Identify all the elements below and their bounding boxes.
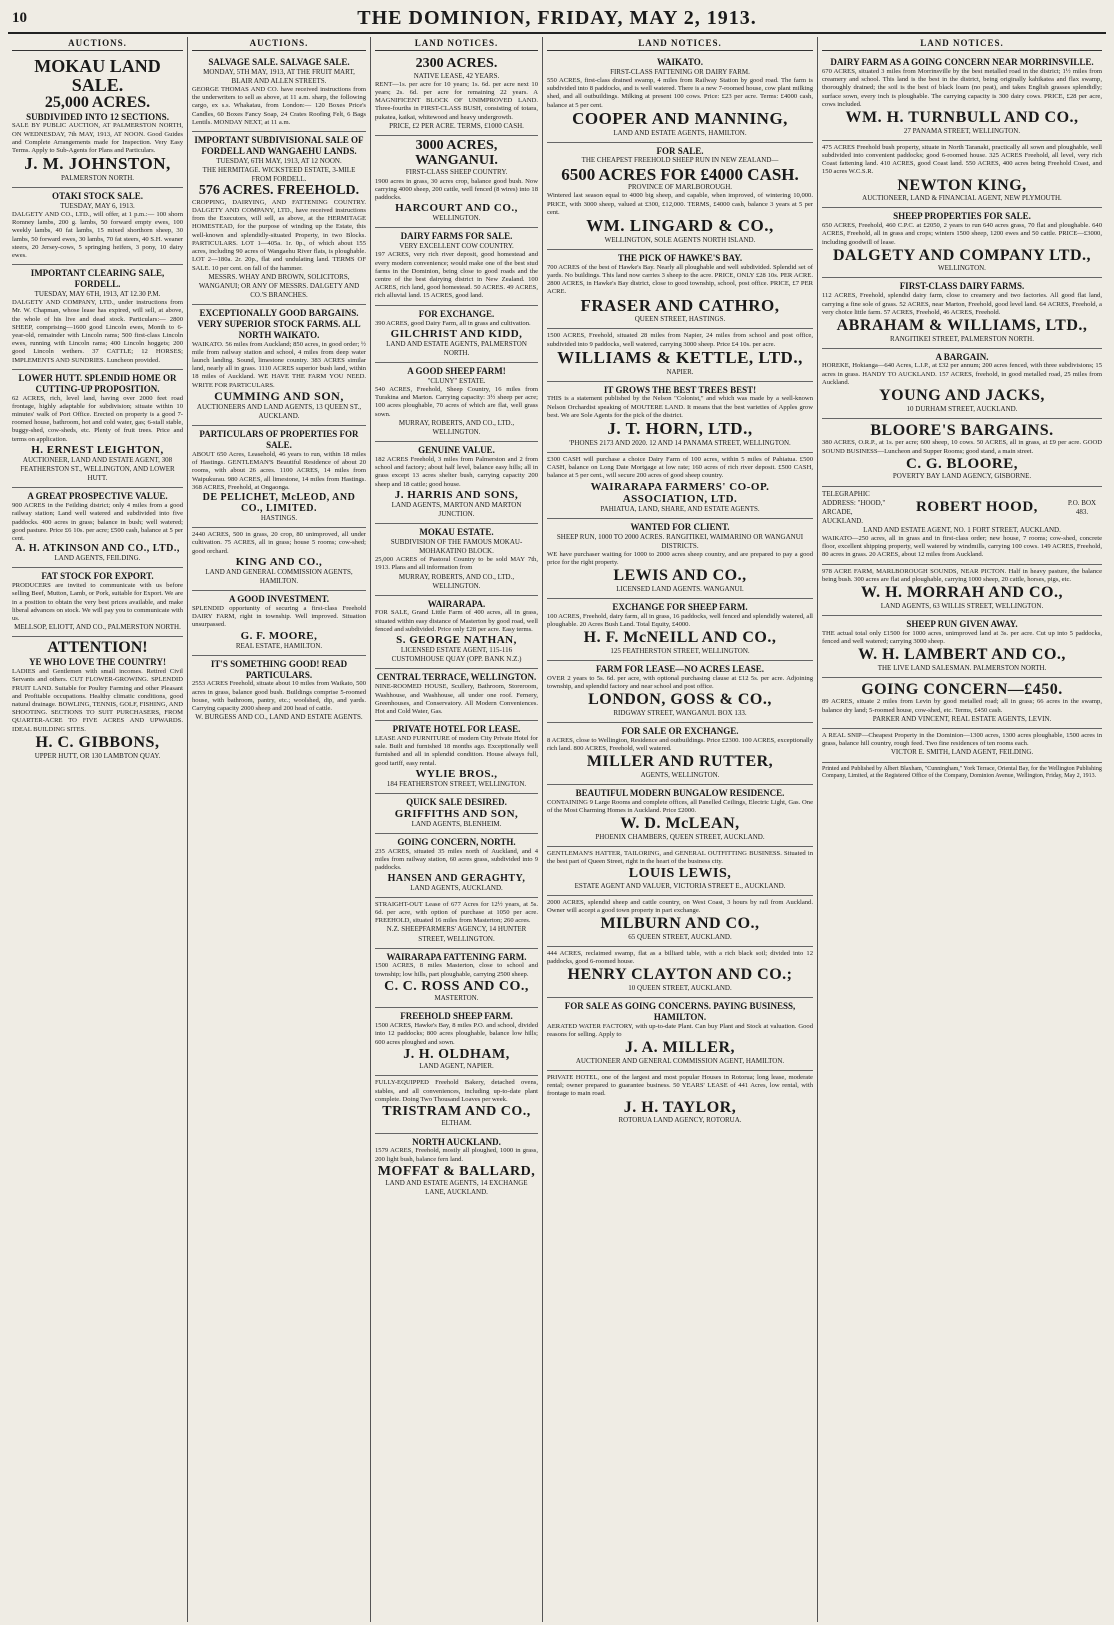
dalgety-sheep-ad xyxy=(822,208,1102,278)
agent-name: H. C. GIBBONS, xyxy=(35,733,160,751)
hansen-ad xyxy=(375,834,538,898)
cooper-manning-ad xyxy=(547,54,813,143)
gilchrist-ad xyxy=(375,306,538,363)
ad-date: TUESDAY, 6TH MAY, 1913, AT 12 NOON. xyxy=(216,156,342,165)
ad-heading: SALVAGE SALE. SALVAGE SALE. xyxy=(208,57,350,67)
agent-name: KING AND CO., xyxy=(235,555,323,568)
ad-body: FULLY-EQUIPPED Freehold Bakery, detached ovens, stables, and all conveniences, including up-to-date plant complete. Doing Two Thousand Loaves per week. xyxy=(375,1079,538,1103)
ad-body: GEORGE THOMAS AND CO. have received instructions from the underwriters to sell as above, at 11 a.m. sharp, the following cargo, ex s.s. Whakatau, from London:— 120 Boxes Price's Candles, 60 Boxes Fancy Soap, 24 Crates Roofing Felt, 6 Bags Lentils. MONDAY NEXT, at 11 a.m. xyxy=(192,85,366,126)
fordell-clearing-sale-ad xyxy=(12,265,183,370)
agent-address: LAND AGENTS, MARTON AND MARTON JUNCTION. xyxy=(391,500,522,518)
ad-heading: GOING CONCERN—£450. xyxy=(861,680,1063,698)
ad-heading: A GOOD SHEEP FARM! xyxy=(407,366,506,377)
ad-date: TUESDAY, MAY 6TH, 1913, AT 12.30 P.M. xyxy=(34,289,161,298)
ad-place: PROVINCE OF MARLBOROUGH. xyxy=(627,183,733,192)
columns xyxy=(8,37,1106,1622)
section-heading: LAND NOTICES. xyxy=(375,37,538,51)
ad-heading: NORTH AUCKLAND. xyxy=(412,1136,501,1147)
ad-heading: FARM FOR LEASE—NO ACRES LEASE. xyxy=(595,664,765,675)
ad-acres: 25,000 ACRES. xyxy=(44,93,151,111)
ad-date: MONDAY, 5TH MAY, 1913, AT THE FRUIT MART, BLAIR AND ALLEN STREETS. xyxy=(203,67,355,85)
ad-body: £300 CASH will purchase a choice Dairy Farm of 100 acres, within 5 miles of Pahiatua. £500 CASH, balance on Long Date Mortgage at low rate; 160 acres of rich river deposit. £500 CASH, balance at 5 per cent., will secure 200 acres of good sheep country. xyxy=(547,455,813,480)
ad-subheading: "CLUNY" ESTATE. xyxy=(427,376,486,385)
agent-name: W. D. McLEAN, xyxy=(620,815,740,833)
straight-out-lease-ad xyxy=(375,898,538,949)
agent-address: LICENSED ESTATE AGENT, 115-116 CUSTOMHOUSE QUAY (OPP. BANK N.Z.) xyxy=(391,646,522,664)
agent-address: MASTERTON. xyxy=(434,994,479,1003)
ad-body: LEASE AND FURNITURE of modern City Private Hotel for sale. Built and furnished 18 months ago. Exceptionally well furnished and all in splendid condition. House always full, good tariff, easy rental. xyxy=(375,735,538,767)
agent-name: WM. H. TURNBULL AND CO., xyxy=(845,108,1079,126)
taylor-ad xyxy=(547,1071,813,1129)
ad-heading: THE PICK OF HAWKE'S BAY. xyxy=(617,252,743,263)
agent-name: DALGETY AND COMPANY LTD., xyxy=(833,246,1091,264)
agent-address: 10 DURHAM STREET, AUCKLAND. xyxy=(906,404,1018,413)
agent-name: WAIRARAPA FARMERS' CO-OP. ASSOCIATION, LTD. xyxy=(590,480,770,505)
ad-heading: QUICK SALE DESIRED. xyxy=(406,797,507,808)
ad-body: CONTAINING 9 Large Rooms and complete offices, all Panelled Ceilings, Electric Light, Gas. One of the Most Charming Homes in Auckland. Price £2000. xyxy=(547,798,813,814)
something-good-ad xyxy=(192,656,366,727)
column-1 xyxy=(8,37,188,1622)
acres-3000-ad xyxy=(375,136,538,228)
attention-ad xyxy=(12,637,183,764)
going-concern-ad xyxy=(822,678,1102,729)
agent-name: HANSEN AND GERAGHTY, xyxy=(387,872,526,884)
agent-name: J. M. JOHNSTON, xyxy=(24,154,171,174)
ad-body: 900 ACRES in the Feilding district; only 4 miles from a good railway station; Land well watered and subdivided into five paddocks. 400 acres in grass; balance in bush; well watered; good pasture. Price £6 10s. per acre; £500 cash, balance at 5 per cent. xyxy=(12,502,183,543)
ad-heading: FOR SALE OR EXCHANGE. xyxy=(621,726,739,736)
ad-body: 62 ACRES, rich, level land, having over 2000 feet road frontage, highly adaptable for subdivision; situate within 10 minutes' walk of Port Office. Erected on property is a good 7-roomed house, bathroom, hot and cold water, gas; 6-stall stable, buggy-shed, cow-sheds, etc. Plenty of fruit trees. Price and terms on application. xyxy=(12,394,183,443)
wairarapa-coop-ad xyxy=(547,453,813,519)
section-heading: AUCTIONS. xyxy=(192,37,366,51)
agent-address: 27 PANAMA STREET, WELLINGTON. xyxy=(903,126,1021,135)
ad-heading: SHEEP RUN GIVEN AWAY. xyxy=(906,618,1018,629)
agent-address: HASTINGS. xyxy=(260,514,298,523)
ad-body: WAIKATO. 56 miles from Auckland; 850 acres, in good order; ½ mile from railway station and school, 4 miles from deep water launch landing. Sound, limestone country. 383 ACRES similar land, nearly all in grass. 1110 ACRES superior bush land, within 18 miles of Auckland. WE HAVE THE FARM YOU NEED. WRITE FOR PARTICULARS. xyxy=(192,340,366,389)
agent-name: NEWTON KING, xyxy=(897,176,1027,194)
bloore-ad xyxy=(822,419,1102,487)
ad-body: PRODUCERS are invited to communicate with us before selling Beef, Mutton, Lamb, or Pork, suitable for Export. We are in a position to obtain the very best prices available, and make liberal advances on stock. We will pay you to communicate with us. xyxy=(12,582,183,623)
ad-body: WAIKATO—250 acres, all in grass and in first-class order; new house, 7 rooms; cow-shed, concrete floor, excellent shipping property, well watered by windmills, carrying 100 cows. 149 ACRES, Freehold, 80 acres in grass. 20 ACRES, about 12 miles from Auckland. xyxy=(822,534,1102,559)
ad-subtitle: SUBDIVIDED INTO 12 SECTIONS. xyxy=(26,111,169,122)
ad-body: HOREKE, Hokianga—640 Acres, L.I.P., at £32 per annum; 200 acres fenced, with three subdivisions; 15 acres in grass. HANDY TO AUCKLAND. 157 ACRES, freehold, in good metalled road, 25 miles from Auckland. xyxy=(822,362,1102,386)
agent-address: LAND AND GENERAL COMMISSION AGENTS, HAMILTON. xyxy=(205,567,353,586)
agent-address: POVERTY BAY LAND AGENCY, GISBORNE. xyxy=(892,472,1032,481)
otaki-stock-sale-ad xyxy=(12,188,183,265)
ad-body: PRIVATE HOTEL, one of the largest and most popular Houses in Rotorua; long lease, moderate rental; owner prepared to guarantee business. 50 YEARS' LEASE of 441 Acres, low rental, with frontage to main road. xyxy=(547,1073,813,1098)
agent-address: MURRAY, ROBERTS, AND CO., LTD., WELLINGTON. xyxy=(398,572,515,590)
cumming-bargains-ad xyxy=(192,305,366,426)
agent-name: C. C. ROSS AND CO., xyxy=(384,978,529,994)
ad-body: 1500 ACRES, Freehold, situated 28 miles from Napier, 24 miles from school and post office, subdivided into 9 paddocks, well watered, carrying 3000 sheep. Price £4 10s. per acre. xyxy=(547,332,813,348)
ad-heading: A GOOD INVESTMENT. xyxy=(228,594,330,605)
ad-acres: 576 ACRES. FREEHOLD. xyxy=(198,183,360,199)
agent-name: W. H. LAMBERT AND CO., xyxy=(858,646,1066,664)
lambert-ad xyxy=(822,616,1102,678)
ad-heading: EXCHANGE FOR SHEEP FARM. xyxy=(612,602,748,613)
ad-heading: WANTED FOR CLIENT. xyxy=(630,521,730,532)
ad-heading: BLOORE'S BARGAINS. xyxy=(870,421,1054,439)
agent-address: PARKER AND VINCENT, REAL ESTATE AGENTS, LEVIN. xyxy=(872,714,1052,723)
agent-address: LAND AGENTS, AUCKLAND. xyxy=(410,883,503,892)
agent-name: MILBURN AND CO., xyxy=(600,915,760,933)
agent-address: MELLSOP, ELIOTT, AND CO., PALMERSTON NORTH. xyxy=(14,623,181,632)
agent-address: PALMERSTON NORTH. xyxy=(60,174,135,182)
ad-body: 235 ACRES, situated 35 miles north of Auckland, and 4 miles from railway station, 60 acres grass, subdivided into 9 paddocks. xyxy=(375,847,538,872)
mclean-ad xyxy=(547,785,813,847)
ad-heading: PARTICULARS OF PROPERTIES FOR SALE. xyxy=(199,429,359,451)
ad-subheading: NATIVE LEASE, 42 YEARS. xyxy=(413,71,500,80)
ad-body: 540 ACRES, Freehold, Sheep Country, 16 miles from Turakina and Marton. Carrying capacity: 3½ sheep per acre; 100 acres ploughable, 70 acres of which are flat, well grass sown. xyxy=(375,385,538,418)
agent-address: REAL ESTATE, HAMILTON. xyxy=(235,641,323,650)
agent-name: COOPER AND MANNING, xyxy=(572,108,788,128)
mcneill-ad xyxy=(547,599,813,661)
ad-body: 1500 ACRES, 8 miles Masterton, close to school and township; low hills, part ploughable, carrying 2500 sheep. xyxy=(375,962,538,978)
ad-body: 100 ACRES, Freehold, dairy farm, all in grass, 16 paddocks, well fenced and splendidly watered, all ploughable. 20 Acres Bush Land. Total Equity, £4000. xyxy=(547,612,813,629)
ad-body: 8 ACRES, close to Wellington, Residence and outbuildings. Price £2300. 100 ACRES, exceptionally rich land. 800 ACRES, Freehold, well watered. xyxy=(547,736,813,753)
agent-name: WM. LINGARD & CO., xyxy=(586,216,774,236)
native-lease-ad xyxy=(375,54,538,136)
agent-address: AUCTIONEER, LAND AND ESTATE AGENT, 308 FEATHERSTON ST., WELLINGTON, AND LOWER HUTT. xyxy=(20,456,175,483)
agent-name: MILLER AND RUTTER, xyxy=(586,753,774,771)
section-heading: AUCTIONS. xyxy=(12,37,183,51)
horn-moutere-ad xyxy=(547,382,813,453)
agent-name: ABRAHAM & WILLIAMS, LTD., xyxy=(836,316,1088,334)
milburn-ad xyxy=(547,896,813,947)
ad-body: THE actual total only £1500 for 1000 acres, unimproved land at 3s. per acre. Cut up into 5 paddocks, fenced and well watered; carrying 3000 sheep. xyxy=(822,629,1102,645)
ad-body: DALGETY AND CO., LTD., will offer, at 1 p.m.:— 100 shorn Romney lambs, 200 g. lambs, 50 forward empty ewes, 100 weekly lambs, 40 fat lambs, 15 mixed shorthorn sheep, 30 lambs, 50 forward ewes, 30 lambs, 70 fat steers, 40 S.H. weaner steers, 20 Jersey-cows, 5 springing heifers, 3 pony, 10 dairy ewes. xyxy=(12,210,183,260)
agent-name: CUMMING AND SON, xyxy=(214,388,344,403)
column-2 xyxy=(188,37,371,1622)
agent-address: 125 FEATHERSTON STREET, WELLINGTON. xyxy=(610,646,750,655)
agent-address: ELTHAM. xyxy=(441,1119,472,1128)
nathan-ad xyxy=(375,596,538,670)
ad-heading: GENUINE VALUE. xyxy=(418,445,495,456)
ad-heading: A GREAT PROSPECTIVE VALUE. xyxy=(27,491,168,502)
ad-heading: ATTENTION! xyxy=(47,639,148,657)
agent-address: LAND AGENT, NAPIER. xyxy=(419,1062,494,1071)
ad-date: TUESDAY, MAY 6, 1913. xyxy=(60,201,135,210)
agent-name: MOFFAT & BALLARD, xyxy=(377,1163,536,1179)
ad-body: 182 ACRES Freehold, 3 miles from Palmerston and 2 from school and factory; about half level, balance easy hills; all in grass except 13 acres shelter bush, carrying capacity 200 sheep and 18 cattle; good house. xyxy=(375,455,538,488)
ad-subheading: FIRST-CLASS FATTENING OR DAIRY FARM. xyxy=(610,67,750,76)
ad-body: THIS is a statement published by the Nelson "Colonist," and which was made by a well-known Nelson Orchardist speaking of MOUTERE LAND. It means that the best varieties of Apples grow best. We are Sole Agents for the pick of the district. xyxy=(547,395,813,419)
po-box: P.O. BOX 483. xyxy=(1067,498,1097,516)
agent-address: LAND AGENTS, BLENHEIM. xyxy=(411,820,502,829)
agent-name: WYLIE BROS., xyxy=(415,767,498,780)
harris-ad xyxy=(375,442,538,524)
agent-name: TRISTRAM AND CO., xyxy=(382,1104,531,1120)
ad-heading: FOR EXCHANGE. xyxy=(418,308,495,319)
masthead xyxy=(8,4,1106,34)
agent-name: DE PELICHET, McLEOD, AND CO., LIMITED. xyxy=(202,492,356,515)
agent-address: 184 FEATHERSTON STREET, WELLINGTON. xyxy=(386,780,527,789)
ad-body: 390 ACRES, good Dairy Farm, all in grass and cultivation. xyxy=(375,319,531,327)
agent-address: MURRAY, ROBERTS, AND CO., LTD., WELLINGTON. xyxy=(398,418,515,436)
agent-address: LAND AND ESTATE AGENTS, HAMILTON. xyxy=(613,128,747,137)
ad-heading: FOR SALE. xyxy=(656,145,704,156)
ad-body: DALGETY AND COMPANY, LTD., under instructions from Mr. W. Chapman, whose lease has expired, will sell, at above, the whole of his live and dead stock. Particulars:— 2800 SHEEP, comprising—1600 good Lincoln ewes, Month to 6-year-old, remainder with Lincoln rams; 500 first-class Lincoln ewes, running with Lincoln rams; 400 Lincoln hoggets; 200 good Lincoln wethers. 37 CATTLE; 12 HORSES; IMPLEMENTS AND SUNDRIES. Luncheon provided. xyxy=(12,299,183,364)
agent-name: C. G. BLOORE, xyxy=(906,455,1018,472)
ad-heading: FIRST-CLASS DAIRY FARMS. xyxy=(899,281,1025,292)
ad-heading: LOWER HUTT. SPLENDID HOME OR CUTTING-UP PROPOSITION. xyxy=(18,372,177,394)
ad-body: STRAIGHT-OUT Lease of 677 Acres for 12½ years, at 5s. 6d. per acre, with option of purchase at 1050 per acre. FREEHOLD, situated 16 miles from Masterton; 260 acres. xyxy=(375,900,538,925)
agent-address: RIDGWAY STREET, WANGANUI. BOX 133. xyxy=(613,708,747,717)
louis-lewis-ad xyxy=(547,847,813,896)
agent-name: S. GEORGE NATHAN, xyxy=(396,634,517,647)
ad-body: RENT—1s. per acre for 10 years; 1s. 6d. per acre next 10 years; 2s. 6d. per acre for remaining 22 years. A MAGNIFICENT BLOCK OF UNIMPROVED LAND. Three-fourths in FIRST-CLASS BUSH, consisting of totara, pukatea, kaikai, whitewood and heavy undergrowth. xyxy=(375,80,538,121)
wylie-ad xyxy=(375,721,538,794)
agent-address: LAND AND ESTATE AGENT, NO. 1 FORT STREET, AUCKLAND. xyxy=(863,525,1061,534)
miller-rutter-ad xyxy=(547,723,813,785)
ad-body: AERATED WATER FACTORY, with up-to-date Plant. Can buy Plant and Stock at valuation. Good reasons for selling. Apply to xyxy=(547,1022,813,1038)
ad-body: 380 ACRES, O.R.P., at 1s. per acre; 600 sheep, 10 cows. 50 ACRES, all in grass, at £9 per acre. GOOD SOUND BUSINESS—Luncheon and Supper Rooms; good stand, a main street. xyxy=(822,439,1102,455)
ad-body: 112 ACRES, Freehold, splendid dairy farm, close to creamery and two factories. All good flat land, carrying a fine sole of grass. 52 ACRES, near Marton, Freehold, good level land. 64 ACRES, Freehold, a very choice little farm. 57 ACRES, Freehold, 46 ACRES, Freehold. xyxy=(822,292,1102,316)
agent-address: N.Z. SHEEPFARMERS' AGENCY, 14 HUNTER STREET, WELLINGTON. xyxy=(386,925,527,943)
good-investment-ad xyxy=(192,591,366,656)
agent-address: AUCTIONEERS AND LAND AGENTS, 13 QUEEN ST., AUCKLAND. xyxy=(196,403,362,421)
ad-heading: PRIVATE HOTEL FOR LEASE. xyxy=(392,724,521,735)
morrah-ad xyxy=(822,565,1102,616)
mokau-estate-ad xyxy=(375,524,538,596)
ad-body: SALE BY PUBLIC AUCTION, AT PALMERSTON NORTH, ON WEDNESDAY, 7th MAY, 1913, AT NOON. Good Guides and Complete Arrangements made for Inspection. Very Easy Terms. Apply to Sub-Agents for Plans and Particulars. xyxy=(12,122,183,155)
ad-heading: A BARGAIN. xyxy=(935,351,989,362)
ad-body: WE have purchaser waiting for 1000 to 2000 acres sheep country, and are prepared to pay a good price for the right property. xyxy=(547,550,813,567)
turnbull-ad xyxy=(822,54,1102,141)
ad-subheading: FIRST-CLASS SHEEP COUNTRY. xyxy=(405,168,508,177)
ad-body: 670 ACRES, situated 3 miles from Morrinsville by the best metalled road in the district; 1½ miles from creamery and school. This land is the best in the district, being originally kahikatea and flax swamp, thoroughly drained; the soil is the best of black loam (no peat), and takes English grasses splendidly; surface sown, every inch is ploughable. The carrying capacity is 300 dairy cows. PRICE, £28 per acre, cows included. xyxy=(822,67,1102,108)
ad-heading: OTAKI STOCK SALE. xyxy=(52,191,143,202)
ad-body: 1900 acres in grass, 30 acres crop, balance good bush. Now carrying 4000 sheep, 200 cattle, well fenced (8 wires) into 18 paddocks. xyxy=(375,177,538,201)
column-5 xyxy=(818,37,1106,1622)
oldham-ad xyxy=(375,1008,538,1076)
ad-body: 25,000 ACRES of Pastoral Country to be sold MAY 7th, 1913. Plans and all information from xyxy=(375,556,538,572)
ad-price: 6500 ACRES FOR £4000 CASH. xyxy=(561,164,799,184)
agent-address: PAHIATUA, LAND, SHARE, AND ESTATE AGENTS. xyxy=(600,504,760,513)
agent-address: THE LIVE LAND SALESMAN. PALMERSTON NORTH. xyxy=(877,663,1047,672)
agent-name: H. F. McNEILL AND CO., xyxy=(583,629,777,647)
printer-imprint: Printed and Published by Albert Blaxham, "Cunningham," York Terrace, Oriental Bay, for the Wellington Publishing Company, Limited, at the Registered Office of the Company, Dominion Avenue, Wellington, Friday, May 2, 1913. xyxy=(822,765,1102,779)
agent-name: LONDON, GOSS & CO., xyxy=(588,691,772,709)
page-number: 10 xyxy=(12,9,27,26)
ad-body: 650 ACRES, Freehold, 460 C.P.C. at £2050, 2 years to run 640 acres grass, 70 flat and ploughable. 640 ACRES, Freehold, all in grass and crops; winters 1500 sheep, 1200 ewes and 50 cattle. PRICE—£3000, including goodwill of lease. xyxy=(822,222,1102,246)
agent-address: UPPER HUTT, OR 130 LAMBTON QUAY. xyxy=(34,751,161,760)
ad-heading: CENTRAL TERRACE, WELLINGTON. xyxy=(376,672,537,683)
agent-address: AUCTIONEER AND GENERAL COMMISSION AGENT, HAMILTON. xyxy=(575,1056,785,1065)
king-hamilton-ad xyxy=(192,528,366,591)
agent-address: LAND AGENTS, 63 WILLIS STREET, WELLINGTON. xyxy=(880,601,1044,610)
ad-subheading: VERY EXCELLENT COW COUNTRY. xyxy=(399,242,514,251)
agent-name: YOUNG AND JACKS, xyxy=(879,387,1045,405)
ad-body: CROPPING, DAIRYING, AND FATTENING COUNTRY. DALGETY AND COMPANY, LTD., have received instructions from the Executors, will sell, as above, at the HERMITAGE HOMESTEAD, for the purpose of winding up the Estate, this well-known and splendidly-situated Property, in two Blocks. PARTICULARS. LOT 1—405a. 1r. 0p., of which about 155 acres, including 90 acres of Wangaehu River flats, is ploughable. LOT 2—180a. 2r. 20p., flat and undulating land. TERMS OF SALE. 10 per cent. on fall of the hammer. xyxy=(192,198,366,272)
agent-name: FRASER AND CATHRO, xyxy=(580,295,780,315)
ad-body: GENTLEMAN'S HATTER, TAILORING, and GENERAL OUTFITTING BUSINESS. Situated in the best part of Queen Street, right in the heart of the business city. xyxy=(547,849,813,866)
ad-price: PRICE, £2 PER ACRE. TERMS, £1000 CASH. xyxy=(389,121,524,130)
agent-address: WELLINGTON. xyxy=(432,214,481,223)
ad-heading: EXCEPTIONALLY GOOD BARGAINS. VERY SUPERIOR STOCK FARMS. ALL NORTH WAIKATO. xyxy=(197,308,361,340)
salvage-sale-ad xyxy=(192,54,366,132)
london-goss-ad xyxy=(547,661,813,723)
ad-place: THE HERMITAGE. WICKSTEED ESTATE, 3-MILE FROM FORDELL. xyxy=(202,165,356,183)
ad-heading: DAIRY FARMS FOR SALE. xyxy=(400,231,513,242)
pelichet-ad xyxy=(192,426,366,528)
agent-address: PHOENIX CHAMBERS, QUEEN STREET, AUCKLAND. xyxy=(595,832,765,841)
ad-subheading: SUBDIVISION OF THE FAMOUS MOKAU-MOHAKATINO BLOCK. xyxy=(390,537,523,555)
agent-address: ESTATE AGENT AND VALUER, VICTORIA STREET E., AUCKLAND. xyxy=(574,881,786,890)
agent-name: LOUIS LEWIS, xyxy=(628,866,732,882)
abraham-williams-ad xyxy=(822,278,1102,348)
section-heading: LAND NOTICES. xyxy=(547,37,813,51)
ad-body: 550 ACRES, first-class drained swamp, 4 miles from Railway Station by good road. The farm is subdivided into 8 paddocks, and is well watered. There is a new 7-roomed house, cow plant milking shed, and all outbuildings. Milking at present 100 cows. Price: £23 per acre. Terms: £4000 cash, balance at 5 per cent. xyxy=(547,76,813,109)
clayton-ad xyxy=(547,947,813,998)
ad-heading: BEAUTIFUL MODERN BUNGALOW RESIDENCE. xyxy=(575,787,785,798)
agent-name: J. H. TAYLOR, xyxy=(623,1098,737,1116)
agent-address: LICENSED LAND AGENTS. WANGANUI. xyxy=(616,585,744,593)
robert-hood-ad xyxy=(822,487,1102,565)
agent-address: AGENTS, WELLINGTON. xyxy=(640,770,720,779)
ad-body: OVER 2 years to 5s. 6d. per acre, with optional purchasing clause at £12 5s. per acre. Adjoining township, and splendid factory and near school and post office. xyxy=(547,674,813,691)
agent-address: WELLINGTON, SOLE AGENTS NORTH ISLAND. xyxy=(604,235,756,244)
ad-title: MOKAU LAND SALE. xyxy=(34,56,161,95)
ad-acres: 2300 ACRES. xyxy=(415,56,498,71)
agent-name: G. F. MOORE, xyxy=(240,629,318,642)
griffiths-ad xyxy=(375,794,538,834)
ad-body: SPLENDID opportunity of securing a first-class Freehold DAIRY FARM, right in township. Well improved. Situation unsurpassed. xyxy=(192,604,366,629)
agent-address: RANGITIKEI STREET, PALMERSTON NORTH. xyxy=(890,334,1034,343)
ad-body: Wintered last season equal to 4000 big sheep, and capable, when improved, of wintering 10,000. PRICE, with 3000 sheep, valued at £300, £12,000. TERMS, £4000 cash, balance 3 years at 5 per cent. xyxy=(547,192,813,216)
mokau-land-sale-ad xyxy=(12,54,183,188)
ad-heading: FAT STOCK FOR EXPORT. xyxy=(41,571,154,582)
ad-heading: IMPORTANT CLEARING SALE, FORDELL. xyxy=(30,268,165,290)
ad-body: 2440 ACRES, 500 in grass, 20 crop, 80 unimproved, all under cultivation. 75 ACRES, all in grass; house 5 rooms; cow-shed; good orchard. xyxy=(192,531,366,555)
ad-heading: IT'S SOMETHING GOOD! READ PARTICULARS. xyxy=(210,658,348,680)
ad-body: 89 ACRES, situate 2 miles from Levin by good metalled road; all in grass; 66 acres in the swamp, balance dry land; 5-roomed house, cow-shed, etc. Terms, £450 cash. xyxy=(822,698,1102,714)
moffat-ad xyxy=(375,1134,538,1202)
ad-body: NINE-ROOMED HOUSE, Scullery, Bathroom, Storeroom, Washhouse, and Washhouse, all under one roof. Fernery, Greenhouses, and Conservatory. All Modern Conveniences. Hot and Cold Water, Gas. xyxy=(375,683,538,715)
agent-address: LAND AND ESTATE AGENTS, 14 EXCHANGE LANE, AUCKLAND. xyxy=(385,1179,528,1197)
tristram-ad xyxy=(375,1076,538,1133)
agent-address: MESSRS. WHAY AND BROWN, SOLICITORS, WANGANUI; OR ANY OF MESSRS. DALGETY AND CO.'S BRANCHES. xyxy=(198,272,360,300)
ad-subheading: YE WHO LOVE THE COUNTRY! xyxy=(29,657,166,668)
ad-body: 978 ACRE FARM, MARLBOROUGH SOUNDS, NEAR PICTON. Half in heavy pasture, the balance being bush. 300 acres are flat and ploughable, carrying 1000 sheep, 20 cattle, horses, pigs, etc. xyxy=(822,567,1102,583)
agent-name: W. H. MORRAH AND CO., xyxy=(861,584,1063,602)
ad-acres: 3000 ACRES, WANGANUI. xyxy=(415,138,498,168)
agent-name: GILCHRIST AND KIDD, xyxy=(390,327,523,340)
agent-name: WILLIAMS & KETTLE, LTD., xyxy=(557,347,803,367)
agent-address: ROTORUA LAND AGENCY, ROTORUA. xyxy=(618,1116,742,1125)
agent-address: 65 QUEEN STREET, AUCKLAND. xyxy=(628,932,732,941)
ad-heading: IT GROWS THE BEST TREES BEST! xyxy=(603,384,757,395)
ross-ad xyxy=(375,949,538,1009)
ad-heading: WAIRARAPA. xyxy=(427,598,486,609)
dairy-farms-ad xyxy=(375,228,538,305)
ad-body: LADIES and Gentlemen with small incomes. Retired Civil Servants and others. CUT FLOWER-GROWING. SPLENDID FRUIT LAND. Suitable for Poultry Farming and other Pleasant and Profitable occupations. Healthy climatic conditions, good natural drainage. BOWLING, TENNIS, GOLF, FISHING, AND SHOOTING. SECTIONS TO SUIT PURCHASERS, FROM QUARTER-ACRE TO FIVE ACRES AND UPWARDS. IDEAL BUILDING SITES. xyxy=(12,668,183,733)
agent-name: ROBERT HOOD, xyxy=(916,499,1038,516)
agent-name: A. H. ATKINSON AND CO., LTD., xyxy=(15,543,180,555)
agent-address: 'PHONES 2173 AND 2020. 12 AND 14 PANAMA STREET, WELLINGTON. xyxy=(569,438,791,447)
agent-address: LAND AND ESTATE AGENTS, PALMERSTON NORTH. xyxy=(386,339,527,357)
agent-name: H. ERNEST LEIGHTON, xyxy=(31,443,164,456)
agent-address: 10 QUEEN STREET, AUCKLAND. xyxy=(628,984,732,993)
column-4 xyxy=(543,37,818,1622)
leighton-ad xyxy=(12,370,183,488)
agent-name: HARCOURT AND CO., xyxy=(395,202,518,215)
atkinson-ad xyxy=(12,488,183,568)
agent-address: LAND AGENTS, FEILDING. xyxy=(54,554,141,563)
agent-name: J. A. MILLER, xyxy=(624,1039,736,1057)
agent-address: W. BURGESS AND CO., LAND AND ESTATE AGENTS. xyxy=(195,713,363,722)
agent-address: AUCTIONEER, LAND & FINANCIAL AGENT, NEW PLYMOUTH. xyxy=(862,194,1062,203)
fat-stock-ad xyxy=(12,568,183,637)
agent-address: QUEEN STREET, HASTINGS. xyxy=(634,315,726,324)
newspaper-title: THE DOMINION, FRIDAY, MAY 2, 1913. xyxy=(357,6,757,29)
ad-body: 475 ACRES Freehold bush property, situate in North Taranaki, practically all sown and ploughable, well subdivided into convenient paddocks; good 6-roomed house. 325 ACRES Freehold, all level, very rich Coast fattening land. 410 ACRES, good Coast land. 550 ACRES, 400 acres being Freehold Coast, and 150 acres W.C.S.R. xyxy=(822,143,1102,176)
ad-heading: FREEHOLD SHEEP FARM. xyxy=(400,1011,513,1022)
ad-heading: FOR SALE AS GOING CONCERNS. PAYING BUSINESS, HAMILTON. xyxy=(564,1001,796,1022)
ad-heading: WAIRARAPA FATTENING FARM. xyxy=(386,951,527,962)
ad-body: 1500 ACRES, Hawke's Bay, 8 miles P.O. and school, divided into 12 paddocks; 800 acres ploughable, balance low hills; 600 acres ploughed and sown. xyxy=(375,1022,538,1046)
hood-header-row xyxy=(822,490,1102,526)
agent-name: J. H. OLDHAM, xyxy=(403,1046,510,1062)
ad-heading: GOING CONCERN, NORTH. xyxy=(397,837,516,848)
ad-body: A REAL SNIP—Cheapest Property in the Dominion—1300 acres, 1300 acres ploughable, 1500 acres in grass, balance hill country, rough feed. Two fine residences of ten rooms each. xyxy=(822,731,1102,748)
ad-body: FOR SALE, Grand Little Farm of 400 acres, all in grass, situated within easy distance of Masterton by good road, well fenced and subdivided. Price only £28 per acre. Easy terms. xyxy=(375,609,538,633)
ad-heading: DAIRY FARM AS A GOING CONCERN NEAR MORRINSVILLE. xyxy=(830,57,1094,67)
ad-body: 2000 ACRES, splendid sheep and cattle country, on West Coast, 3 hours by rail from Auckland. Owner will accept a good town property in part exchange. xyxy=(547,898,813,915)
central-terrace-ad xyxy=(375,669,538,721)
lewis-wanted-ad xyxy=(547,519,813,599)
ad-heading: IMPORTANT SUBDIVISIONAL SALE OF FORDELL AND WANGAEHU LANDS. xyxy=(194,135,364,156)
ad-heading: WAIKATO. xyxy=(657,57,703,67)
ad-body: ABOUT 650 Acres, Leasehold, 46 years to run, within 18 miles of Hastings. GENTLEMAN'S Beautiful Residence of about 20 rooms, with about 26 acres. 1100 ACRES, 14 miles from Waipukurau. 980 ACRES, all limestone, 14 miles from Hastings. 368 ACRES, Freehold, at Ongaonga. xyxy=(192,450,366,491)
agent-name: LEWIS AND CO., xyxy=(613,567,747,585)
ad-heading: MOKAU ESTATE. xyxy=(419,527,494,538)
agent-name: GRIFFITHS AND SON, xyxy=(394,807,519,820)
telegraphic-address: TELEGRAPHIC ADDRESS: "HOOD," ARCADE, AUCKLAND. xyxy=(822,489,886,525)
agent-name: J. HARRIS AND SONS, xyxy=(394,488,519,501)
section-heading: LAND NOTICES. xyxy=(822,37,1102,51)
williams-kettle-ad xyxy=(547,329,813,381)
ad-subheading: THE CHEAPEST FREEHOLD SHEEP RUN IN NEW ZEALAND— xyxy=(581,156,779,165)
column-3 xyxy=(371,37,543,1622)
agent-address: VICTOR E. SMITH, LAND AGENT, FEILDING. xyxy=(890,748,1034,757)
ad-body: 197 ACRES, very rich river deposit, good homestead and every modern convenience; would make one of the best stud farms in the Dominion, being close to good roads and the centre of the best dairying district in New Zealand. 100 ACRES, rich land, good homestead. 50 ACRES. 49 ACRES, rich alluvial land. 15 ACRES, good land. xyxy=(375,251,538,300)
lingard-ad xyxy=(547,143,813,250)
ja-miller-ad xyxy=(547,998,813,1071)
wangaehu-sale-ad xyxy=(192,132,366,305)
fraser-cathro-ad xyxy=(547,250,813,330)
real-snip-ad xyxy=(822,729,1102,763)
ad-body: 444 ACRES, reclaimed swamp, flat as a billiard table, with a rich black soil; divided into 12 paddocks, good 6-roomed house. xyxy=(547,950,813,966)
newton-king-ad xyxy=(822,141,1102,209)
ad-body: 700 ACRES of the best of Hawke's Bay. Nearly all ploughable and well subdivided. Splendid set of yards. No buildings. This land now carries 3 sheep to the acre. PRICE, ONLY £28 10s. PER ACRE. 2800 ACRES, in Hawke's Bay district, close to good township, school, post office. PRICE, £7 PER ACRE. xyxy=(547,263,813,296)
agent-address: NAPIER. xyxy=(666,367,694,376)
agent-name: J. T. HORN, LTD., xyxy=(607,419,753,439)
ad-heading: SHEEP PROPERTIES FOR SALE. xyxy=(893,211,1031,222)
ad-body: 2553 ACRES Freehold, situate about 10 miles from Waikato, 500 acres in grass, balance good bush. Buildings comprise 5-roomed house, with bathroom, pantry, etc.; woolshed, dip, and yards. Carrying capacity 2000 sheep and 200 head of cattle. xyxy=(192,680,366,713)
agent-address: WELLINGTON. xyxy=(938,264,986,273)
sheep-farm-ad xyxy=(375,363,538,442)
agent-name: HENRY CLAYTON AND CO.; xyxy=(567,966,793,984)
young-jacks-ad xyxy=(822,349,1102,419)
ad-subheading: SHEEP RUN, 1000 TO 2000 ACRES. RANGITIKEI, WAIMARINO OR WANGANUI DISTRICTS. xyxy=(556,532,804,550)
ad-body: 1579 ACRES, Freehold, mostly all ploughed, 1000 in grass, 200 light bush, balance fern land. xyxy=(375,1147,538,1163)
